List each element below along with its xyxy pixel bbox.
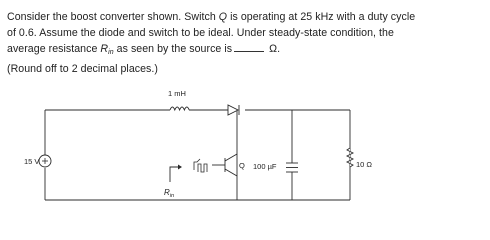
source-label: 15 V <box>24 157 40 166</box>
switch-label: Q <box>239 161 245 170</box>
gate-pulse-icon <box>194 159 207 172</box>
question-line-2: of 0.6. Assume the diode and switch to be ideal. Under steady-state condition, the <box>7 27 394 39</box>
inductor-icon <box>170 107 189 110</box>
rin-symbol: $R_{in}$ <box>100 43 114 56</box>
load-resistor-icon <box>347 148 353 167</box>
capacitor-label: 100 µF <box>253 162 277 171</box>
rin-arrow-icon <box>170 165 182 183</box>
question-line-4: (Round off to 2 decimal places.) <box>7 63 158 75</box>
switch-symbol: Q <box>218 11 228 23</box>
question-line-1: Consider the boost converter shown. Switch Q is operating at 25 kHz with a duty cycle <box>7 11 416 23</box>
load-label: 10 Ω <box>356 160 373 169</box>
inductor-label: 1 mH <box>168 89 186 98</box>
dc-source-icon <box>39 155 51 167</box>
rin-label: $R_{in}$ <box>164 188 175 199</box>
question-line-3: average resistance $R_{in}$ as seen by the source is Ω. <box>7 43 281 56</box>
switch-transistor-icon <box>212 154 237 176</box>
capacitor-icon <box>286 163 298 172</box>
